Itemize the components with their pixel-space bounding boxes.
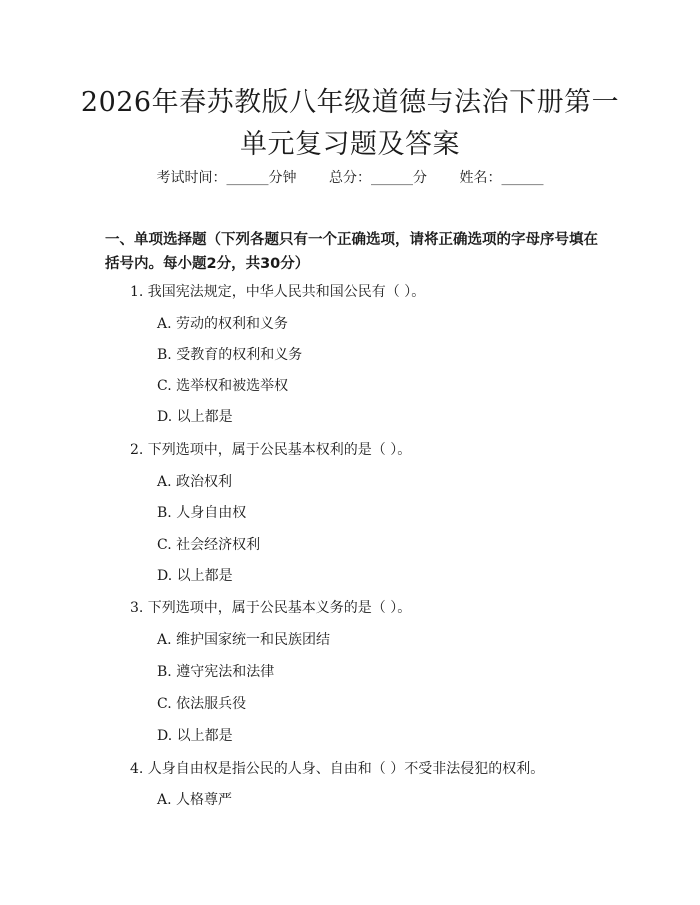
title-line-1: 2026年春苏教版八年级道德与法治下册第一: [80, 87, 620, 118]
question-1-option-c: C. 选举权和被选举权: [157, 378, 289, 394]
question-2-option-b: B. 人身自由权: [157, 505, 247, 521]
question-3-stem: 3. 下列选项中，属于公民基本义务的是（ ）。: [130, 600, 412, 616]
question-3-option-c: C. 依法服兵役: [157, 696, 247, 712]
exam-score: 总分：______分: [329, 170, 427, 186]
question-1-stem: 1. 我国宪法规定，中华人民共和国公民有（ ）。: [130, 284, 426, 300]
exam-meta: [0, 168, 700, 188]
question-2-option-c: C. 社会经济权利: [157, 537, 261, 553]
question-2-stem: 2. 下列选项中，属于公民基本权利的是（ ）。: [130, 442, 412, 458]
exam-time: 考试时间：______分钟: [156, 170, 297, 186]
question-3-option-a: A. 维护国家统一和民族团结: [157, 632, 331, 648]
question-1-option-d: D. 以上都是: [157, 409, 233, 425]
question-1-option-a: A. 劳动的权利和义务: [157, 316, 289, 332]
question-2-option-d: D. 以上都是: [157, 568, 233, 584]
exam-name: 姓名：______: [459, 170, 544, 186]
section-heading: 一、单项选择题（下列各题只有一个正确选项，请将正确选项的字母序号填在括号内。每小题2分，共30分）: [105, 232, 598, 272]
question-3-option-b: B. 遵守宪法和法律: [157, 664, 275, 680]
document-title: [70, 82, 630, 166]
question-4-option-a: A. 人格尊严: [157, 792, 233, 808]
question-4-stem: 4. 人身自由权是指公民的人身、自由和（ ）不受非法侵犯的权利。: [130, 761, 545, 777]
question-1-option-b: B. 受教育的权利和义务: [157, 347, 303, 363]
question-2-option-a: A. 政治权利: [157, 474, 233, 490]
title-line-2: 单元复习题及答案: [240, 129, 460, 160]
question-3-option-d: D. 以上都是: [157, 728, 233, 744]
